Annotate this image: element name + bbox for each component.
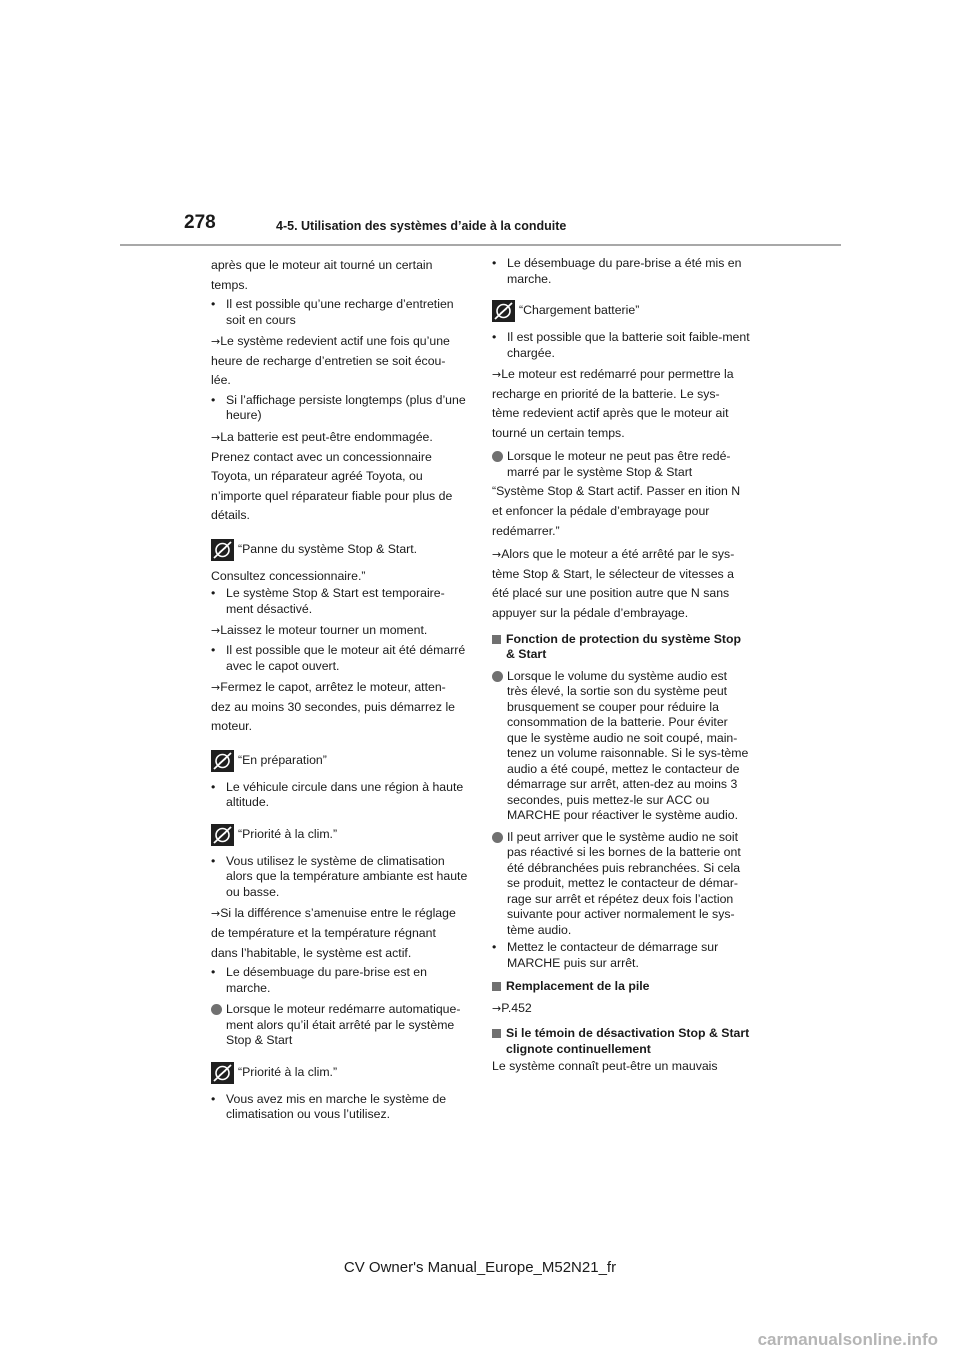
bullet-item: • Il est possible que le moteur ait été démarré avec le capot ouvert. [211, 643, 466, 673]
bullet-item: • Le désembuage du pare-brise a été mis en marche. [492, 256, 742, 286]
right-column [492, 256, 750, 1075]
arrow-paragraph: →Fermez le capot, arrêtez le moteur, atten- dez au moins 30 secondes, puis démarrez le moteur. [211, 680, 456, 734]
square-bullet-icon [492, 1029, 501, 1038]
bullet-item: • Si l’affichage persiste longtemps (plus d’une heure) [211, 392, 466, 423]
bullet-mark: • [211, 297, 216, 312]
message-item: “Priorité à la clim.” [211, 1062, 469, 1084]
arrow-icon: → [211, 335, 221, 349]
paragraph: après que le moteur ait tourné un certain [211, 258, 433, 272]
left-column [211, 256, 469, 1123]
circle-item: Lorsque le volume du système audio est très élevé, la sortie son du système peut brusquement se couper pour réduire la consommation de la batterie. Pour éviter que le système audio ne soit coupé, main-tenez un volume raisonnable. Si le sys-tème audio a été coupé, mettez le contacteur de démarrage sur arrêt, atten-dez au moins 3 secondes, puis mettez-le sur ACC ou MARCHE pour réactiver le système audio. [492, 669, 750, 824]
arrow-icon: → [211, 907, 221, 921]
paragraph: temps. [211, 277, 248, 292]
circle-bullet-icon [211, 1004, 222, 1015]
bullet-mark: • [492, 330, 497, 344]
message-item: “Panne du système Stop & Start. [211, 539, 469, 561]
stop-start-indicator-icon [211, 539, 234, 561]
arrow-paragraph: →La batterie est peut-être endommagée. Prenez contact avec un concessionnaire Toyota, un réparateur agréé Toyota, ou n’importe quel réparateur fiable pour plus de détails. [211, 429, 453, 523]
arrow-icon: → [492, 368, 502, 381]
circle-bullet-icon [492, 832, 503, 843]
footer-text: CV Owner's Manual_Europe_M52N21_fr [343, 1259, 617, 1276]
bullet-item: • Le véhicule circule dans une région à haute altitude. [211, 779, 464, 810]
arrow-paragraph: →Laissez le moteur tourner un moment. [211, 623, 428, 638]
circle-bullet-icon [492, 671, 503, 682]
arrow-icon: → [492, 548, 502, 562]
bullet-mark: • [211, 392, 216, 407]
stop-start-indicator-icon [211, 1062, 234, 1084]
arrow-paragraph: →Si la différence s’amenuise entre le réglage de température et la température régnant dans l’habitable, le système est actif. [211, 906, 456, 960]
header-rule [120, 244, 841, 246]
quote-paragraph: “Système Stop & Start actif. Passer en ition N et enfoncer la pédale d’embrayage pour redémarrer.” [492, 484, 741, 538]
arrow-icon: → [211, 624, 221, 638]
message-item: “En préparation” [211, 750, 469, 772]
arrow-paragraph: →Le système redevient actif une fois qu’une heure de recharge d’entretien se soit écou- lée. [211, 334, 450, 388]
section-heading: Fonction de protection du système Stop & Start [492, 632, 750, 663]
stop-start-indicator-icon [492, 300, 515, 322]
bullet-mark: • [211, 1091, 216, 1106]
bullet-item: • Mettez le contacteur de démarrage sur MARCHE puis sur arrêt. [492, 940, 719, 970]
bullet-item: • Le désembuage du pare-brise est en marche. [211, 965, 427, 995]
bullet-mark: • [211, 586, 216, 601]
page-reference[interactable] [492, 999, 750, 1019]
paragraph: Consultez concessionnaire.” [211, 568, 366, 583]
circle-item: Lorsque le moteur ne peut pas être redé-marré par le système Stop & Start [492, 449, 750, 480]
section-title: 4-5. Utilisation des systèmes d’aide à la conduite [276, 219, 567, 233]
bullet-item: • Le système Stop & Start est temporaire-ment désactivé. [211, 586, 445, 616]
stop-start-indicator-icon [211, 750, 234, 772]
circle-item: Lorsque le moteur redémarre automatique-ment alors qu’il était arrêté par le système Stop & Start [211, 1002, 469, 1049]
arrow-paragraph: →Le moteur est redémarré pour permettre la recharge en priorité de la batterie. Le sys- tème redevient actif après que le moteur ait tourné un certain temps. [492, 367, 734, 440]
bullet-mark: • [492, 940, 497, 955]
bullet-mark: • [211, 853, 216, 868]
circle-bullet-icon [492, 451, 503, 462]
square-bullet-icon [492, 982, 501, 991]
bullet-item: • Il est possible qu’une recharge d’entretien soit en cours [211, 297, 454, 327]
bullet-mark: • [211, 965, 216, 980]
page-number: 278 [184, 212, 216, 233]
stop-start-indicator-icon [211, 824, 234, 846]
square-bullet-icon [492, 635, 501, 644]
section-heading: Remplacement de la pile [492, 979, 750, 995]
message-item: “Chargement batterie” [492, 300, 750, 322]
circle-item: Il peut arriver que le système audio ne soit pas réactivé si les bornes de la batterie ont été débranchées puis rebranchées. Si cela se produit, mettez le contacteur de démar-rage sur arrêt et répétez deux fois l’action suivante pour activer normalement le sys-tème audio. [492, 830, 750, 939]
paragraph: Le système connaît peut-être un mauvais [492, 1059, 718, 1074]
arrow-icon: → [211, 430, 221, 444]
bullet-mark: • [211, 643, 216, 658]
page-reference-link[interactable]: P.452 [501, 1000, 532, 1015]
arrow-icon: → [492, 1001, 502, 1015]
bullet-item: • Vous utilisez le système de climatisation alors que la température ambiante est haute ou basse. [211, 853, 468, 899]
arrow-paragraph: →Alors que le moteur a été arrêté par le sys- tème Stop & Start, le sélecteur de vitesses a été placé sur une position autre que N sans appuyer sur la pédale d’embrayage. [492, 547, 735, 620]
watermark: carmanualsonline.info [757, 1330, 938, 1349]
arrow-icon: → [211, 681, 221, 695]
bullet-item: • Il est possible que la batterie soit faible-ment chargée. [492, 330, 750, 360]
message-item: “Priorité à la clim.” [211, 824, 469, 846]
bullet-mark: • [211, 779, 216, 794]
bullet-item: • Vous avez mis en marche le système de climatisation ou vous l’utilisez. [211, 1091, 447, 1122]
section-heading: Si le témoin de désactivation Stop & Start clignote continuellement [492, 1026, 750, 1057]
bullet-mark: • [492, 256, 497, 270]
